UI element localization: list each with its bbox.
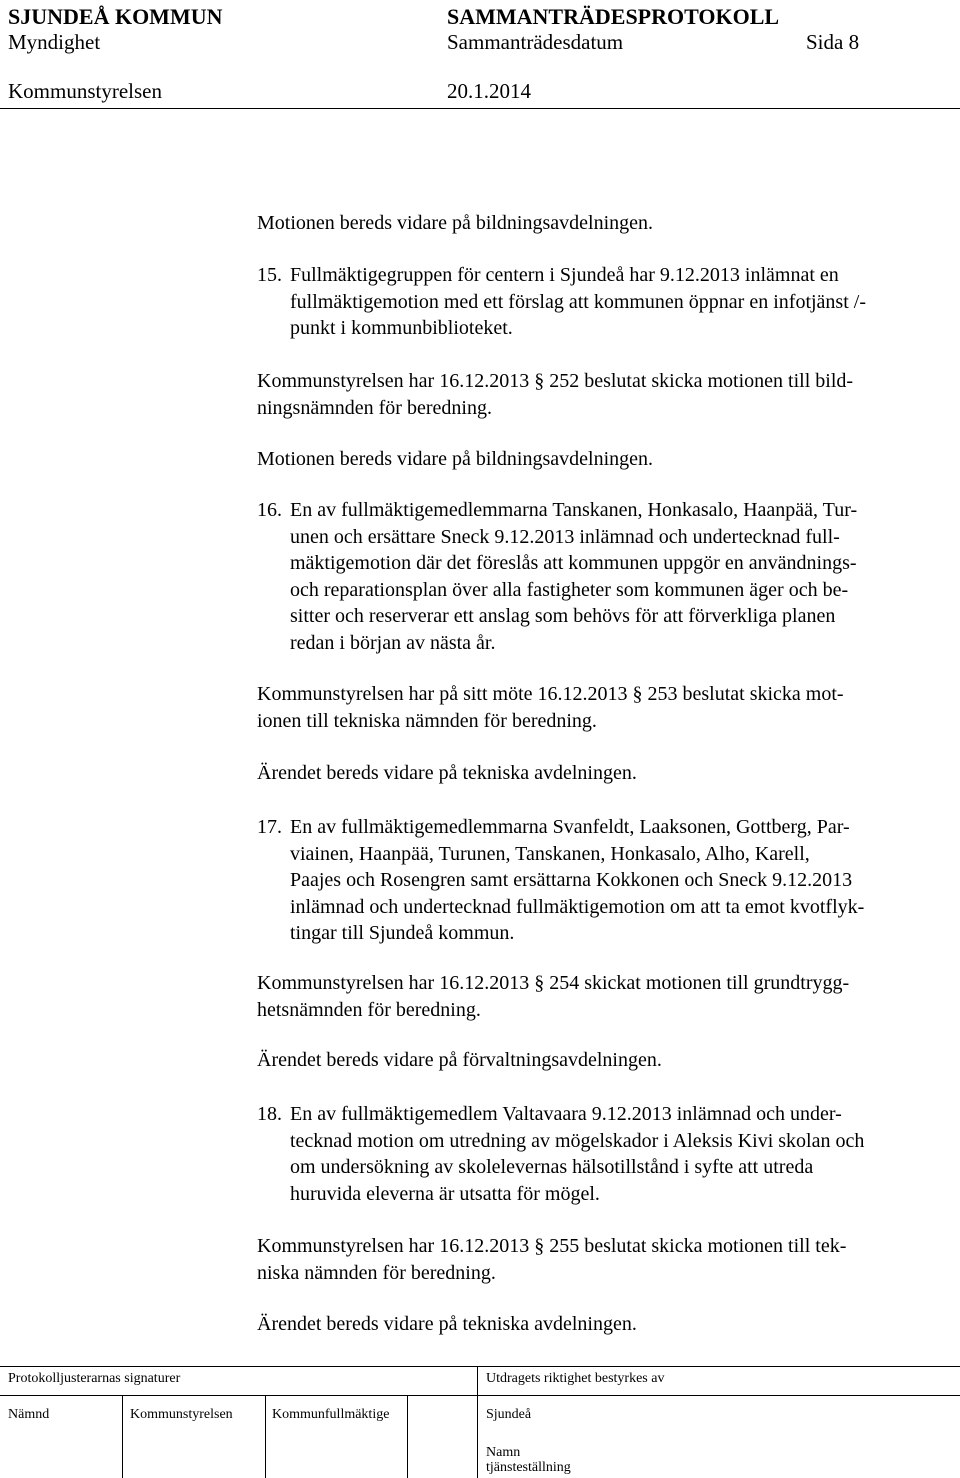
paragraph: Motionen bereds vidare på bildningsavdelningen. <box>257 212 654 234</box>
column-namnd: Nämnd <box>8 1407 50 1422</box>
paragraph-line: niska nämnden för beredning. <box>257 1261 496 1284</box>
paragraph <box>257 970 947 1023</box>
item-text-line: viainen, Haanpää, Turunen, Tanskanen, Honkasalo, Alho, Karell, <box>290 842 810 865</box>
item-text-line: huruvida eleverna är utsatta för mögel. <box>290 1182 600 1205</box>
item-text-line: och reparationsplan över alla fastigheter som kommunen äger och be- <box>290 578 849 601</box>
name-label: Namn <box>486 1445 521 1460</box>
paragraph-line: ionen till tekniska nämnden för beredning. <box>257 709 597 732</box>
municipality-name: Sjundeå <box>486 1407 532 1422</box>
paragraph <box>257 368 947 421</box>
paragraph: Motionen bereds vidare på bildningsavdelningen. <box>257 448 654 470</box>
date-label: Sammanträdesdatum <box>447 30 624 54</box>
item-text-line: Fullmäktigegruppen för centern i Sjundeå har 9.12.2013 inlämnat en <box>290 264 839 286</box>
column-kommunstyrelsen: Kommunstyrelsen <box>130 1407 233 1422</box>
page-number: Sida 8 <box>806 30 860 54</box>
item-number: 15. <box>257 264 282 286</box>
org-name: SJUNDEÅ KOMMUN <box>8 4 223 29</box>
paragraph: Ärendet bereds vidare på tekniska avdelningen. <box>257 762 637 784</box>
paragraph: Ärendet bereds vidare på förvaltningsavdelningen. <box>257 1049 662 1071</box>
table-column-divider <box>122 1395 123 1478</box>
document-type: SAMMANTRÄDESPROTOKOLL <box>447 4 780 29</box>
paragraph: Ärendet bereds vidare på tekniska avdelningen. <box>257 1313 637 1335</box>
item-text-line: mäktigemotion där det föreslås att kommunen uppgör en användnings- <box>290 552 857 574</box>
table-column-divider <box>407 1395 408 1478</box>
paragraph-line: Kommunstyrelsen har på sitt möte 16.12.2013 § 253 beslutat skicka mot- <box>257 683 844 705</box>
item-text-line: punkt i kommunbiblioteket. <box>290 317 513 339</box>
item-text-line: En av fullmäktigemedlem Valtavaara 9.12.2013 inlämnad och under- <box>290 1103 842 1125</box>
paragraph <box>257 1233 947 1286</box>
table-border-top <box>0 1366 960 1367</box>
item-text-line: unen och ersättare Sneck 9.12.2013 inlämnad och undertecknad full- <box>290 525 840 548</box>
paragraph-line: ningsnämnden för beredning. <box>257 396 492 419</box>
paragraph <box>257 681 947 734</box>
item-text-line: tingar till Sjundeå kommun. <box>290 922 515 944</box>
signature-table <box>0 1366 960 1478</box>
item-text-line: fullmäktigemotion med ett förslag att kommunen öppnar en infotjänst /- <box>290 290 866 313</box>
item-text-line: redan i början av nästa år. <box>290 631 496 654</box>
position-label: tjänsteställning <box>486 1460 571 1475</box>
table-column-divider <box>477 1366 478 1478</box>
item-text-line: Paajes och Rosengren samt ersättarna Kokkonen och Sneck 9.12.2013 <box>290 869 853 891</box>
item-number: 16. <box>257 499 282 521</box>
certification-label: Utdragets riktighet bestyrkes av <box>486 1371 665 1386</box>
item-text-line: En av fullmäktigemedlemmarna Tanskanen, Honkasalo, Haanpää, Tur- <box>290 499 858 521</box>
column-kommunfullmaktige: Kommunfullmäktige <box>272 1407 390 1422</box>
paragraph-line: Kommunstyrelsen har 16.12.2013 § 254 skickat motionen till grundtrygg- <box>257 972 850 994</box>
item-text-line: tecknad motion om utredning av mögelskador i Aleksis Kivi skolan och <box>290 1129 865 1152</box>
paragraph-line: Kommunstyrelsen har 16.12.2013 § 252 beslutat skicka motionen till bild- <box>257 370 854 392</box>
table-divider <box>0 1395 960 1396</box>
item-text-line: sitter och reserverar ett anslag som behövs för att förverkliga planen <box>290 605 836 627</box>
paragraph-line: hetsnämnden för beredning. <box>257 998 481 1021</box>
item-number: 17. <box>257 816 282 838</box>
authority-name: Kommunstyrelsen <box>8 79 162 103</box>
paragraph-line: Kommunstyrelsen har 16.12.2013 § 255 beslutat skicka motionen till tek- <box>257 1235 847 1257</box>
item-text-line: En av fullmäktigemedlemmarna Svanfeldt, Laaksonen, Gottberg, Par- <box>290 816 850 838</box>
item-text-line: inlämnad och undertecknad fullmäktigemotion om att ta emot kvotflyk- <box>290 895 865 918</box>
header-rule <box>0 108 960 109</box>
signatures-label: Protokolljusterarnas signaturer <box>8 1371 181 1386</box>
item-number: 18. <box>257 1103 282 1125</box>
authority-label: Myndighet <box>8 30 101 54</box>
meeting-date: 20.1.2014 <box>447 79 531 103</box>
table-column-divider <box>265 1395 266 1478</box>
item-text-line: om undersökning av skolelevernas hälsotillstånd i syfte att utreda <box>290 1156 814 1178</box>
